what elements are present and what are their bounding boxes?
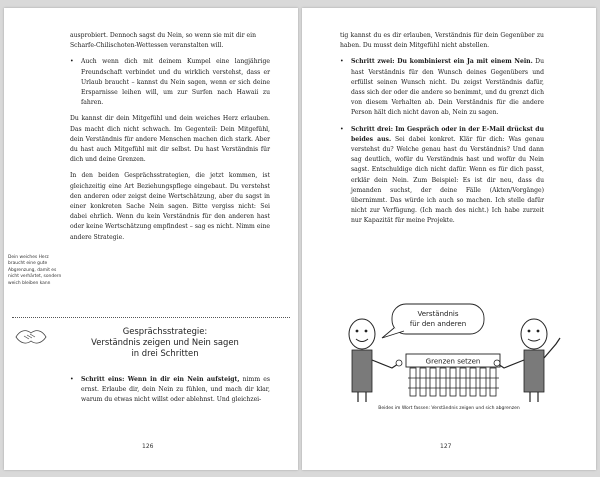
right-page [302, 8, 596, 470]
intro-line-1: ausprobiert. Dennoch sagst du Nein, so wenn sie mit dir ein [70, 32, 257, 39]
list-item [340, 125, 544, 227]
step-two-heading: Schritt zwei: Du kombinierst ein Ja mit einem Nein. [351, 58, 533, 66]
illustration-caption: Beides im Wort fassen: Verständnis zeigen und sich abgrenzen [378, 406, 520, 411]
strategy-box-title [40, 326, 290, 359]
right-page-body [340, 31, 544, 233]
list-item [70, 375, 270, 406]
box-title-line-2: Verständnis zeigen und Nein sagen [91, 337, 239, 347]
page-number-left: 126 [142, 443, 154, 450]
bullet-icon: • [340, 125, 344, 133]
left-page-body [70, 31, 270, 249]
right-figure-body [524, 350, 544, 392]
box-title-line-3: in drei Schritten [131, 348, 199, 358]
left-page [4, 8, 298, 470]
bubble-line-1: Verständnis [417, 310, 459, 318]
list-item [70, 57, 270, 108]
right-stick-figure [494, 319, 560, 402]
step-one-text: nimm es ernst. Erlaube dir, dein Nein zu fühlen, und mach dir klar, warum du etwas nicht willst oder ablehnst. Und gleichzei- [81, 376, 270, 404]
step-two-text: Du hast Verständnis für den Wunsch deines Gegenübers und erfüllst seinen Wunsch nicht. Du zeigst Verständnis dafür, dass sich der oder die andere so benimmt, und du grenzt dich von diesem Verhalten ab. Dein Verständnis für die andere Person hält dich nicht davon ab, Nein zu sagen. [351, 58, 544, 117]
step-three-heading: Schritt drei: Im Gespräch oder in der E-Mail drückst du beides aus. [351, 125, 544, 143]
list-item-text: Auch wenn dich mit deinem Kumpel eine langjährige Freundschaft verbindet und du wirklich verstehst, dass er Urlaub braucht – kannst du Nein sagen, wenn er sich deine Ersparnisse leihen will, um zur Surfen nach Hawaii zu fahren. [81, 58, 270, 107]
sign-text: Grenzen setzen [425, 357, 481, 366]
page-number-right: 127 [440, 443, 452, 450]
margin-note: Dein weiches Herz braucht eine gute Abgrenzung, damit es nicht verhärtet, sondern weich bleiben kann [8, 255, 62, 286]
stick-figures-illustration [324, 298, 574, 404]
bullet-icon: • [70, 58, 74, 66]
paragraph-strategien: In den beiden Gesprächsstrategien, die jetzt kommen, ist gleichzeitig eine Art Beziehungspflege eingebaut. Du verstehst den anderen oder zeigst deine Wertschätzung, aber du sagst in einer konkreten Sache Nein sagen. Bitte vergiss nicht: Sei dabei ehrlich. Wenn du kein Verständnis für den anderen hast oder keine Wertschätzung empfindest – sag es nicht. Nimm eine andere Strategie. [70, 172, 270, 241]
bullet-icon: • [340, 58, 344, 66]
continued-text: tig kannst du es dir erlauben, Verständnis für dein Gegenüber zu haben. Du musst dein Mitgefühl nicht abstellen. [340, 32, 544, 50]
left-figure-body [352, 350, 372, 392]
list-item [340, 57, 544, 118]
paragraph-mitgefuehl: Du kannst dir dein Mitgefühl und dein weiches Herz erlauben. Das macht dich nicht schwach. Im Gegenteil: Dein Mitgefühl, dein Verständnis für andere Menschen machen dich stark. Aber du hast auch Mitgefühl mit dir selbst. Du hast Verständnis für dich und deine Grenzen. [70, 115, 270, 164]
box-title-line-1: Gesprächsstrategie: [122, 326, 208, 336]
fence [406, 354, 500, 396]
step-three-text: Sei dabei konkret. Klär für dich: Was genau verstehst du? Welche genau hast du Verständnis? Und dann sag deutlich, wofür du Verständnis hast und wofür du Nein sagst. Entschuldige dich nicht dafür. Wenn es für dich passt, erklär dein Nein. Zum Beispiel: Es ist dir neu, dass du jemanden suchst, der deine Fälle (Akten/Vorgänge) übernimmt. Das würde ich auch so machen. Ich stelle dafür nicht zur Verfügung. (Ich mach des nicht.) Ich habe zurzeit nur Kapazität für meine Projekte. [351, 135, 544, 225]
step-one-heading: Schritt eins: Wenn in dir ein Nein aufsteigt, [81, 376, 240, 383]
bubble-line-2: für den anderen [409, 320, 467, 328]
box-top-rule [12, 317, 290, 318]
step-one [70, 375, 270, 412]
bullet-icon: • [70, 376, 74, 383]
intro-line-2: Scharfe-Chilischoten-Wettessen veranstalten will. [70, 42, 224, 50]
speech-bubble [382, 304, 484, 338]
step-list-left [70, 375, 270, 406]
step-list-right [340, 57, 544, 226]
intro-text [70, 31, 270, 51]
example-list [70, 57, 270, 108]
